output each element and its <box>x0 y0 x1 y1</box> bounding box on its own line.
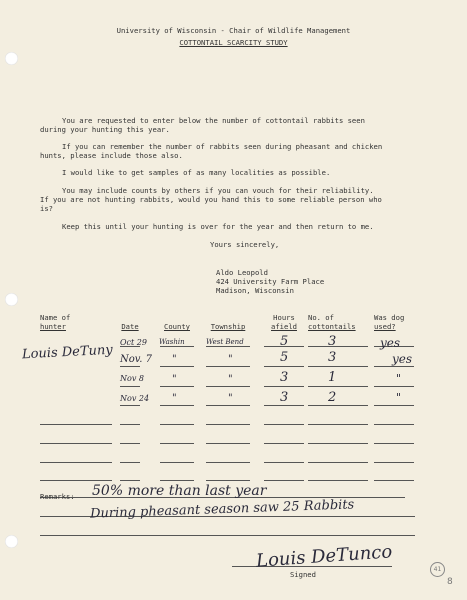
row-2-date: Nov. 7 <box>120 354 152 365</box>
row-3-county: " <box>172 374 177 385</box>
table-fill-line <box>120 405 140 406</box>
punch-hole-bottom <box>5 535 18 548</box>
col-header-name-line2: hunter <box>40 322 66 331</box>
col-header-date <box>120 322 140 331</box>
table-fill-line <box>206 386 250 387</box>
table-fill-line <box>120 480 140 481</box>
col-header-county <box>160 322 194 331</box>
table-fill-line <box>308 462 368 463</box>
row-4-dog: " <box>396 391 402 404</box>
table-fill-line <box>308 443 368 444</box>
punch-hole-top <box>5 52 18 65</box>
row-1-dog: yes <box>380 336 401 350</box>
row-1-hours: 5 <box>280 334 289 349</box>
col-header-cottontails-line1: No. of <box>308 313 334 322</box>
row-4-township: " <box>228 393 233 404</box>
form-heading: University of Wisconsin - Chair of Wildlife Management <box>116 26 351 35</box>
table-fill-line <box>264 443 304 444</box>
table-fill-line <box>308 424 368 425</box>
form-title-text: COTTONTAIL SCARCITY STUDY <box>179 38 288 47</box>
table-fill-line <box>374 443 414 444</box>
row-3-cottontails: 1 <box>328 370 337 385</box>
col-header-township-label: Township <box>210 322 246 331</box>
col-header-name <box>40 313 70 331</box>
row-2-township: " <box>228 354 233 365</box>
row-4-county: " <box>172 393 177 404</box>
table-fill-line <box>160 346 194 347</box>
table-fill-line <box>160 443 194 444</box>
instruction-1a: You are requested to enter below the number of cottontail rabbits seen <box>62 116 365 125</box>
instruction-4c: is? <box>40 204 53 213</box>
table-fill-line <box>206 462 250 463</box>
sender-name: Aldo Leopold <box>216 268 268 277</box>
remarks-fill-line <box>40 535 415 536</box>
table-fill-line <box>308 405 368 406</box>
closing: Yours sincerely, <box>210 240 280 249</box>
row-2-cottontails: 3 <box>328 350 337 365</box>
col-header-name-line1: Name of <box>40 313 71 322</box>
col-header-township <box>206 322 250 331</box>
table-fill-line <box>264 405 304 406</box>
table-fill-line <box>40 462 112 463</box>
remarks-line-1: 50% more than last year <box>92 483 267 499</box>
table-fill-line <box>374 366 414 367</box>
table-fill-line <box>308 366 368 367</box>
table-fill-line <box>160 386 194 387</box>
table-fill-line <box>206 405 250 406</box>
row-1-cottontails: 3 <box>328 334 337 349</box>
row-4-hours: 3 <box>280 390 289 405</box>
row-2-county: " <box>172 354 177 365</box>
table-fill-line <box>264 366 304 367</box>
table-fill-line <box>40 443 112 444</box>
corner-annotation: 8 <box>447 577 453 587</box>
punch-hole-middle <box>5 293 18 306</box>
table-fill-line <box>308 386 368 387</box>
table-fill-line <box>160 462 194 463</box>
instruction-5: Keep this until your hunting is over for the year and then return to me. <box>62 222 374 231</box>
row-4-date: Nov 24 <box>120 394 150 403</box>
table-fill-line <box>206 480 250 481</box>
instruction-1b: during your hunting this year. <box>40 125 170 134</box>
table-fill-line <box>120 443 140 444</box>
col-header-hours <box>264 313 304 331</box>
table-fill-line <box>120 462 140 463</box>
row-3-dog: " <box>396 372 402 385</box>
row-1-township: West Bend <box>206 338 244 346</box>
row-1-date: Oct 29 <box>120 338 147 347</box>
table-fill-line <box>120 366 140 367</box>
hunter-name: Louis DeTuny <box>21 342 114 363</box>
table-fill-line <box>374 386 414 387</box>
table-fill-line <box>308 480 368 481</box>
col-header-dog-line1: Was dog <box>374 313 405 322</box>
col-header-hours-line2: afield <box>271 322 297 331</box>
sender-address-1: 424 University Farm Place <box>216 277 325 286</box>
table-fill-line <box>374 424 414 425</box>
table-fill-line <box>308 346 368 347</box>
circled-annotation: 41 <box>430 562 445 577</box>
instruction-4b: If you are not hunting rabbits, would you hand this to some reliable person who <box>40 195 382 204</box>
table-fill-line <box>120 386 140 387</box>
col-header-cottontails <box>308 313 368 331</box>
table-fill-line <box>374 462 414 463</box>
table-fill-line <box>374 405 414 406</box>
table-fill-line <box>264 386 304 387</box>
row-2-dog: yes <box>392 352 413 366</box>
table-fill-line <box>40 480 112 481</box>
instruction-4a: You may include counts by others if you can vouch for their reliability. <box>62 186 374 195</box>
table-fill-line <box>374 480 414 481</box>
table-fill-line <box>264 462 304 463</box>
form-title <box>0 38 467 47</box>
col-header-county-label: County <box>164 322 190 331</box>
row-2-hours: 5 <box>280 350 289 365</box>
col-header-cottontails-line2: cottontails <box>308 322 356 331</box>
remarks-line-2: During pheasant season saw 25 Rabbits <box>89 497 355 522</box>
table-fill-line <box>206 346 250 347</box>
col-header-dog <box>374 313 414 331</box>
table-fill-line <box>160 366 194 367</box>
sender-address-2: Madison, Wisconsin <box>216 286 294 295</box>
row-3-hours: 3 <box>280 370 289 385</box>
table-fill-line <box>160 424 194 425</box>
row-3-township: " <box>228 374 233 385</box>
signed-label: Signed <box>290 570 316 579</box>
handwritten-signature: Louis DeTunco <box>255 541 393 572</box>
instruction-2b: hunts, please include those also. <box>40 151 183 160</box>
table-fill-line <box>264 424 304 425</box>
col-header-date-label: Date <box>121 322 139 331</box>
col-header-hours-line1: Hours <box>273 313 295 322</box>
row-4-cottontails: 2 <box>328 390 337 405</box>
instruction-3: I would like to get samples of as many localities as possible. <box>62 168 331 177</box>
row-1-county: Washin <box>159 338 185 346</box>
remarks-label: Remarks: <box>40 492 75 501</box>
table-fill-line <box>120 424 140 425</box>
table-fill-line <box>160 405 194 406</box>
instruction-2a: If you can remember the number of rabbits seen during pheasant and chicken <box>62 142 383 151</box>
col-header-dog-line2: used? <box>374 322 396 331</box>
table-fill-line <box>206 366 250 367</box>
table-fill-line <box>264 480 304 481</box>
table-fill-line <box>206 424 250 425</box>
row-3-date: Nov 8 <box>120 374 144 383</box>
table-fill-line <box>206 443 250 444</box>
table-fill-line <box>40 424 112 425</box>
table-fill-line <box>160 480 194 481</box>
